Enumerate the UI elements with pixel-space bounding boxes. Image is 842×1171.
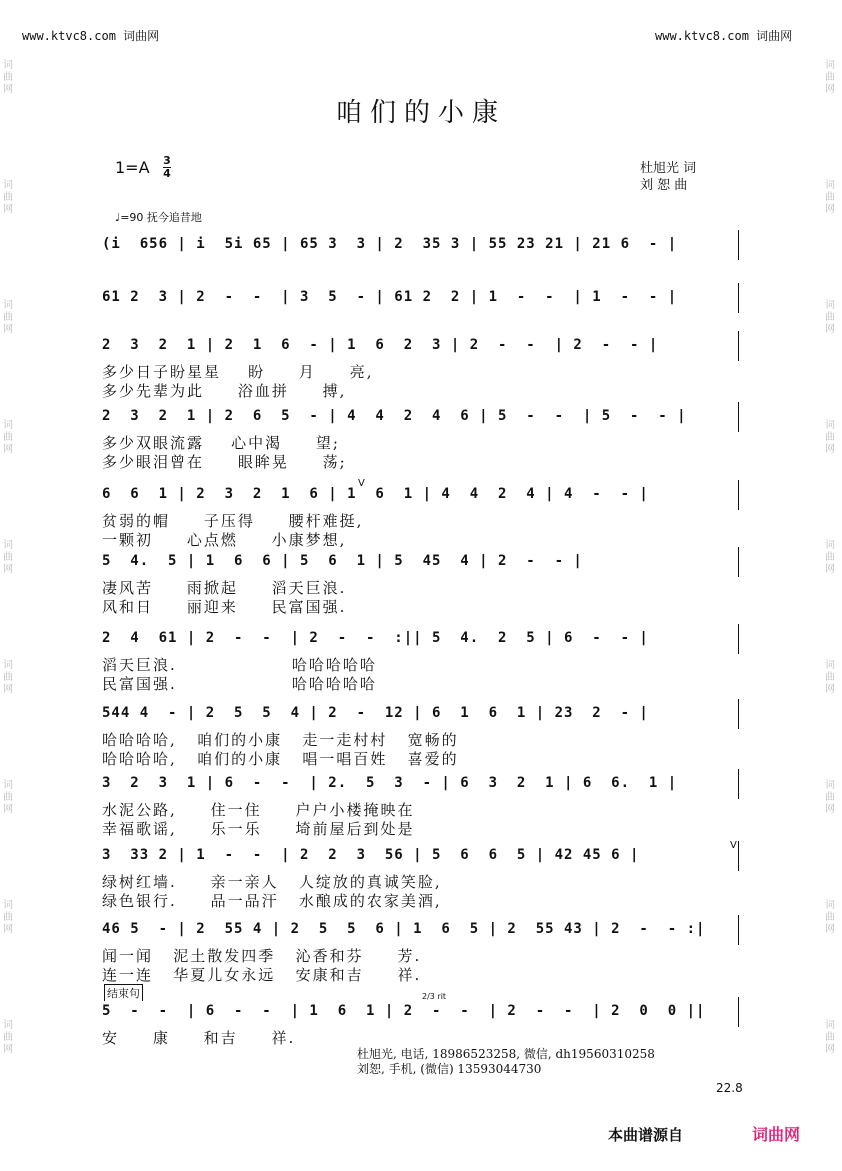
notation-line: 6 6 1 | 2 3 2 1 6 | 1 6 1 | 4 4 2 4 | 4 - - | [102, 486, 649, 502]
barline [738, 230, 739, 260]
notation-line: 3 33 2 | 1 - - | 2 2 3 56 | 5 6 6 5 | 42 45 6 | [102, 847, 640, 863]
watermark-right: 词曲网 [825, 60, 835, 95]
watermark-right: 词曲网 [825, 660, 835, 695]
tempo-marking: ♩=90 抚今追昔地 [115, 211, 202, 224]
notation-line: 5 4. 5 | 1 6 6 | 5 6 1 | 5 45 4 | 2 - - | [102, 553, 583, 569]
lyric-line: 多少眼泪曾在 眼眸晃 荡; [102, 453, 347, 471]
score-row [102, 486, 742, 549]
watermark-left: 词曲网 [3, 300, 13, 335]
barline [738, 841, 739, 871]
fermata-label: 2/3 rit [422, 992, 447, 1001]
credits [640, 160, 696, 194]
notation-line: 5 - - | 6 - - | 1 6 1 | 2 - - | 2 - - | 2 0 0 || [102, 1003, 706, 1019]
lyric-line: 滔天巨浪. 哈哈哈哈哈 [102, 656, 377, 674]
score-row [102, 553, 742, 616]
composer: 刘 恕 曲 [640, 178, 688, 193]
barline [738, 699, 739, 729]
watermark-left: 词曲网 [3, 180, 13, 215]
watermark-left: 词曲网 [3, 660, 13, 695]
lyric-line: 多少先辈为此 浴血拼 搏, [102, 382, 347, 400]
watermark-left: 词曲网 [3, 60, 13, 95]
source-label: 本曲谱源自 [608, 1126, 684, 1144]
lyric-line: 贫弱的帽 子压得 腰杆难挺, [102, 512, 364, 530]
time-signature [163, 156, 171, 179]
lyric-line: 民富国强. 哈哈哈哈哈 [102, 675, 377, 693]
barline [738, 624, 739, 654]
date: 22.8 [716, 1081, 743, 1095]
lyric-line: 绿树红墙. 亲一亲人 人绽放的真诚笑脸, [102, 873, 442, 891]
watermark-right: 词曲网 [825, 180, 835, 215]
contact-info [357, 1047, 655, 1077]
barline [738, 402, 739, 432]
notation-line: 544 4 - | 2 5 5 4 | 2 - 12 | 6 1 6 1 | 23 2 - | [102, 705, 649, 721]
lyric-line: 多少双眼流露 心中渴 望; [102, 434, 340, 452]
barline [738, 997, 739, 1027]
score-row [102, 847, 742, 910]
watermark-right: 词曲网 [825, 540, 835, 575]
breath-mark: V [358, 478, 365, 489]
lyric-line: 哈哈哈哈, 咱们的小康 走一走村村 宽畅的 [102, 731, 459, 749]
barline [738, 769, 739, 799]
lyric-line: 凄风苦 雨掀起 滔天巨浪. [102, 579, 347, 597]
score-row [102, 337, 742, 400]
score-row [102, 408, 742, 471]
score-row [102, 705, 742, 768]
score-row [102, 289, 742, 327]
notation-line: 3 2 3 1 | 6 - - | 2. 5 3 - | 6 3 2 1 | 6 6. 1 | [102, 775, 678, 791]
notation-line: (i 656 | i 5i 65 | 65 3 3 | 2 35 3 | 55 23 21 | 21 6 - | [102, 236, 678, 252]
notation-line: 2 3 2 1 | 2 6 5 - | 4 4 2 4 6 | 5 - - | 5 - - | [102, 408, 687, 424]
song-title: 咱们的小康 [335, 98, 506, 128]
lyric-line: 风和日 丽迎来 民富国强. [102, 598, 347, 616]
lyricist: 杜旭光 词 [640, 161, 697, 176]
lyric-line: 幸福歌谣, 乐一乐 埼前屋后到处是 [102, 820, 415, 838]
lyric-line: 多少日子盼星星 盼 月 亮, [102, 363, 374, 381]
watermark-left: 词曲网 [3, 420, 13, 455]
watermark-right: 词曲网 [825, 900, 835, 935]
brand-logo[interactable]: 词曲网 [752, 1125, 801, 1144]
key-signature: 1=A [115, 158, 150, 177]
contact-composer: 刘恕, 手机, (微信) 13593044730 [357, 1062, 542, 1076]
barline [738, 480, 739, 510]
watermark-right: 词曲网 [825, 780, 835, 815]
lyric-line: 水泥公路, 住一住 户户小楼掩映在 [102, 801, 415, 819]
notation-line: 46 5 - | 2 55 4 | 2 5 5 6 | 1 6 5 | 2 55 43 | 2 - - :| [102, 921, 706, 937]
lyric-line: 绿色银行. 品一品汗 水酿成的农家美酒, [102, 892, 442, 910]
barline [738, 283, 739, 313]
score-row [102, 775, 742, 838]
lyric-line: 哈哈哈哈, 咱们的小康 唱一唱百姓 喜爱的 [102, 750, 459, 768]
score-row [102, 1003, 742, 1047]
site-url-right[interactable]: www.ktvc8.com 词曲网 [655, 29, 793, 43]
contact-lyricist: 杜旭光, 电话, 18986523258, 微信, dh19560310258 [357, 1047, 655, 1061]
lyric-line: 安 康 和吉 祥. [102, 1029, 296, 1047]
watermark-left: 词曲网 [3, 1020, 13, 1055]
notation-line: 2 4 61 | 2 - - | 2 - - :|| 5 4. 2 5 | 6 - - | [102, 630, 649, 646]
score-row [102, 630, 742, 693]
barline [738, 331, 739, 361]
score-row [102, 236, 742, 274]
barline [738, 547, 739, 577]
lyric-line: 闻一闻 泥土散发四季 沁香和芬 芳. [102, 947, 422, 965]
lyric-line: 一颗初 心点燃 小康梦想, [102, 531, 347, 549]
breath-mark: V [730, 840, 737, 851]
watermark-left: 词曲网 [3, 900, 13, 935]
site-url-left[interactable]: www.ktvc8.com 词曲网 [22, 29, 160, 43]
watermark-left: 词曲网 [3, 780, 13, 815]
notation-line: 61 2 3 | 2 - - | 3 5 - | 61 2 2 | 1 - - | 1 - - | [102, 289, 678, 305]
barline [738, 915, 739, 945]
score-row [102, 921, 742, 984]
lyric-line: 连一连 华夏儿女永远 安康和吉 祥. [102, 966, 422, 984]
watermark-right: 词曲网 [825, 300, 835, 335]
ending-label: 结束句 [104, 984, 143, 1001]
watermark-right: 词曲网 [825, 1020, 835, 1055]
notation-line: 2 3 2 1 | 2 1 6 - | 1 6 2 3 | 2 - - | 2 - - | [102, 337, 659, 353]
time-signature-bottom: 4 [163, 167, 171, 180]
watermark-left: 词曲网 [3, 540, 13, 575]
time-signature-top: 3 [163, 154, 171, 167]
watermark-right: 词曲网 [825, 420, 835, 455]
